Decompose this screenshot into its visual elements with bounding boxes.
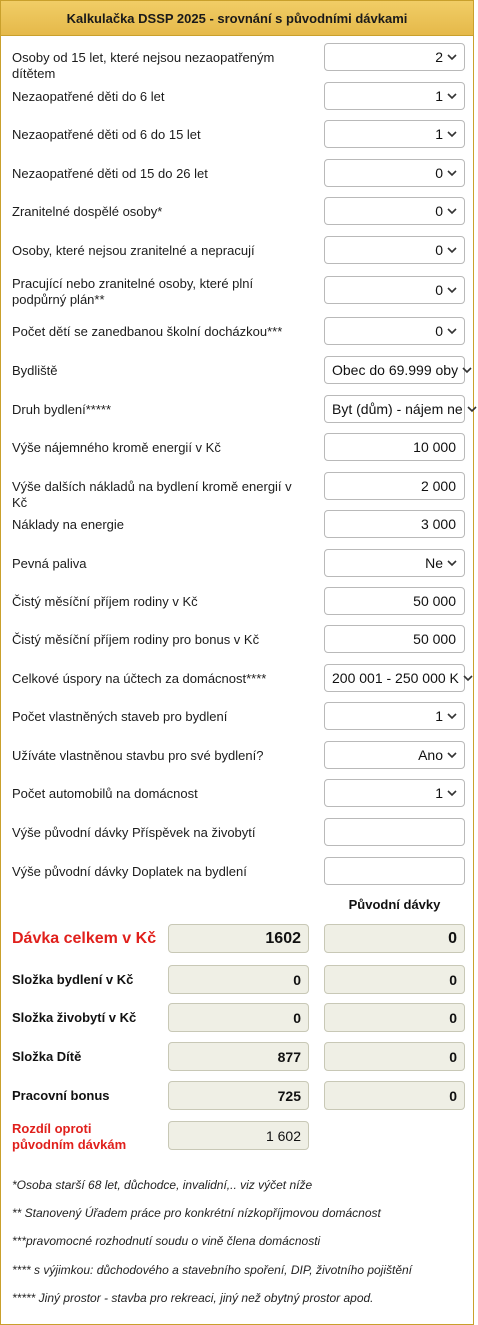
- select-non-working[interactable]: 0: [324, 236, 465, 264]
- label-children-6-15: Nezaopatřené děti od 6 do 15 let: [12, 127, 201, 142]
- label-owned-buildings: Počet vlastněných staveb pro bydlení: [12, 709, 228, 724]
- input-income[interactable]: 50 000: [324, 587, 465, 615]
- calculator-title: Kalkulačka DSSP 2025 - srovnání s původními dávkami: [1, 1, 473, 36]
- total-old-value: 0: [324, 924, 465, 953]
- select-housing-type[interactable]: Byt (dům) - nájem ne: [324, 395, 465, 423]
- child-component-new: 877: [168, 1042, 309, 1071]
- label-rent: Výše nájemného kromě energií v Kč: [12, 440, 221, 455]
- living-component-new: 0: [168, 1003, 309, 1032]
- label-total: Dávka celkem v Kč: [12, 930, 157, 947]
- footnote-3: ***pravomocné rozhodnutí soudu o vině člena domácnosti: [12, 1234, 321, 1248]
- label-old-housing-supplement: Výše původní dávky Doplatek na bydlení: [12, 864, 247, 879]
- chevron-down-icon: [446, 787, 458, 799]
- select-vulnerable-adults[interactable]: 0: [324, 197, 465, 225]
- chevron-down-icon: [466, 403, 478, 415]
- label-housing-component: Složka bydlení v Kč: [12, 972, 134, 987]
- label-income: Čistý měsíční příjem rodiny v Kč: [12, 594, 198, 609]
- column-header-original: Původní dávky: [348, 897, 441, 912]
- select-residence[interactable]: Obec do 69.999 oby: [324, 356, 465, 384]
- chevron-down-icon: [446, 205, 458, 217]
- label-cars: Počet automobilů na domácnost: [12, 786, 198, 801]
- label-savings: Celkové úspory na účtech za domácnost****: [12, 671, 267, 686]
- label-difference: Rozdíl oproti původním dávkám: [12, 1121, 127, 1152]
- label-other-costs: Výše dalších nákladů na bydlení kromě energií v Kč: [12, 479, 292, 510]
- total-new-value: 1602: [168, 924, 309, 953]
- housing-component-new: 0: [168, 965, 309, 994]
- difference-value: 1 602: [168, 1121, 309, 1150]
- label-school-attendance: Počet dětí se zanedbanou školní docházkou***: [12, 324, 283, 339]
- label-living-component: Složka živobytí v Kč: [12, 1010, 137, 1025]
- label-residence: Bydliště: [12, 363, 58, 378]
- footnote-5: ***** Jiný prostor - stavba pro rekreaci, jiný než obytný prostor apod.: [12, 1291, 374, 1305]
- living-component-old: 0: [324, 1003, 465, 1032]
- chevron-down-icon: [446, 284, 458, 296]
- chevron-down-icon: [446, 167, 458, 179]
- select-support-plan[interactable]: 0: [324, 276, 465, 304]
- chevron-down-icon: [462, 672, 474, 684]
- label-persons-15: Osoby od 15 let, které nejsou nezaopatřeným dítětem: [12, 50, 275, 81]
- input-other-costs[interactable]: 2 000: [324, 472, 465, 500]
- select-children-under-6[interactable]: 1: [324, 82, 465, 110]
- chevron-down-icon: [446, 90, 458, 102]
- label-income-bonus: Čistý měsíční příjem rodiny pro bonus v Kč: [12, 632, 260, 647]
- label-non-working: Osoby, které nejsou zranitelné a nepracují: [12, 243, 255, 258]
- label-support-plan: Pracující nebo zranitelné osoby, které plní podpůrný plán**: [12, 276, 254, 307]
- select-solid-fuel[interactable]: Ne: [324, 549, 465, 577]
- chevron-down-icon: [446, 51, 458, 63]
- select-owned-buildings[interactable]: 1: [324, 702, 465, 730]
- select-own-use[interactable]: Ano: [324, 741, 465, 769]
- chevron-down-icon: [461, 364, 473, 376]
- input-old-living-allowance[interactable]: [324, 818, 465, 846]
- chevron-down-icon: [446, 710, 458, 722]
- input-rent[interactable]: 10 000: [324, 433, 465, 461]
- work-bonus-old: 0: [324, 1081, 465, 1110]
- chevron-down-icon: [446, 128, 458, 140]
- label-old-living-allowance: Výše původní dávky Příspěvek na živobytí: [12, 825, 256, 840]
- label-solid-fuel: Pevná paliva: [12, 556, 87, 571]
- input-old-housing-supplement[interactable]: [324, 857, 465, 885]
- select-persons-15[interactable]: 2: [324, 43, 465, 71]
- select-school-attendance[interactable]: 0: [324, 317, 465, 345]
- label-housing-type: Druh bydlení*****: [12, 402, 112, 417]
- select-cars[interactable]: 1: [324, 779, 465, 807]
- label-own-use: Užíváte vlastněnou stavbu pro své bydlení?: [12, 748, 264, 763]
- footnote-1: *Osoba starší 68 let, důchodce, invalidní,.. viz výčet níže: [12, 1178, 313, 1192]
- label-children-under-6: Nezaopatřené děti do 6 let: [12, 89, 165, 104]
- footnote-4: **** s výjimkou: důchodového a stavebního spoření, DIP, životního pojištění: [12, 1263, 413, 1277]
- select-savings[interactable]: 200 001 - 250 000 K: [324, 664, 465, 692]
- work-bonus-new: 725: [168, 1081, 309, 1110]
- chevron-down-icon: [446, 244, 458, 256]
- label-vulnerable-adults: Zranitelné dospělé osoby*: [12, 204, 163, 219]
- label-energy: Náklady na energie: [12, 517, 125, 532]
- input-income-bonus[interactable]: 50 000: [324, 625, 465, 653]
- footnote-2: ** Stanovený Úřadem práce pro konkrétní nízkopříjmovou domácnost: [12, 1206, 381, 1220]
- chevron-down-icon: [446, 557, 458, 569]
- input-energy[interactable]: 3 000: [324, 510, 465, 538]
- label-children-15-26: Nezaopatřené děti od 15 do 26 let: [12, 166, 208, 181]
- select-children-15-26[interactable]: 0: [324, 159, 465, 187]
- housing-component-old: 0: [324, 965, 465, 994]
- chevron-down-icon: [446, 749, 458, 761]
- select-children-6-15[interactable]: 1: [324, 120, 465, 148]
- child-component-old: 0: [324, 1042, 465, 1071]
- label-child-component: Složka Dítě: [12, 1049, 82, 1064]
- chevron-down-icon: [446, 325, 458, 337]
- label-work-bonus: Pracovní bonus: [12, 1088, 110, 1103]
